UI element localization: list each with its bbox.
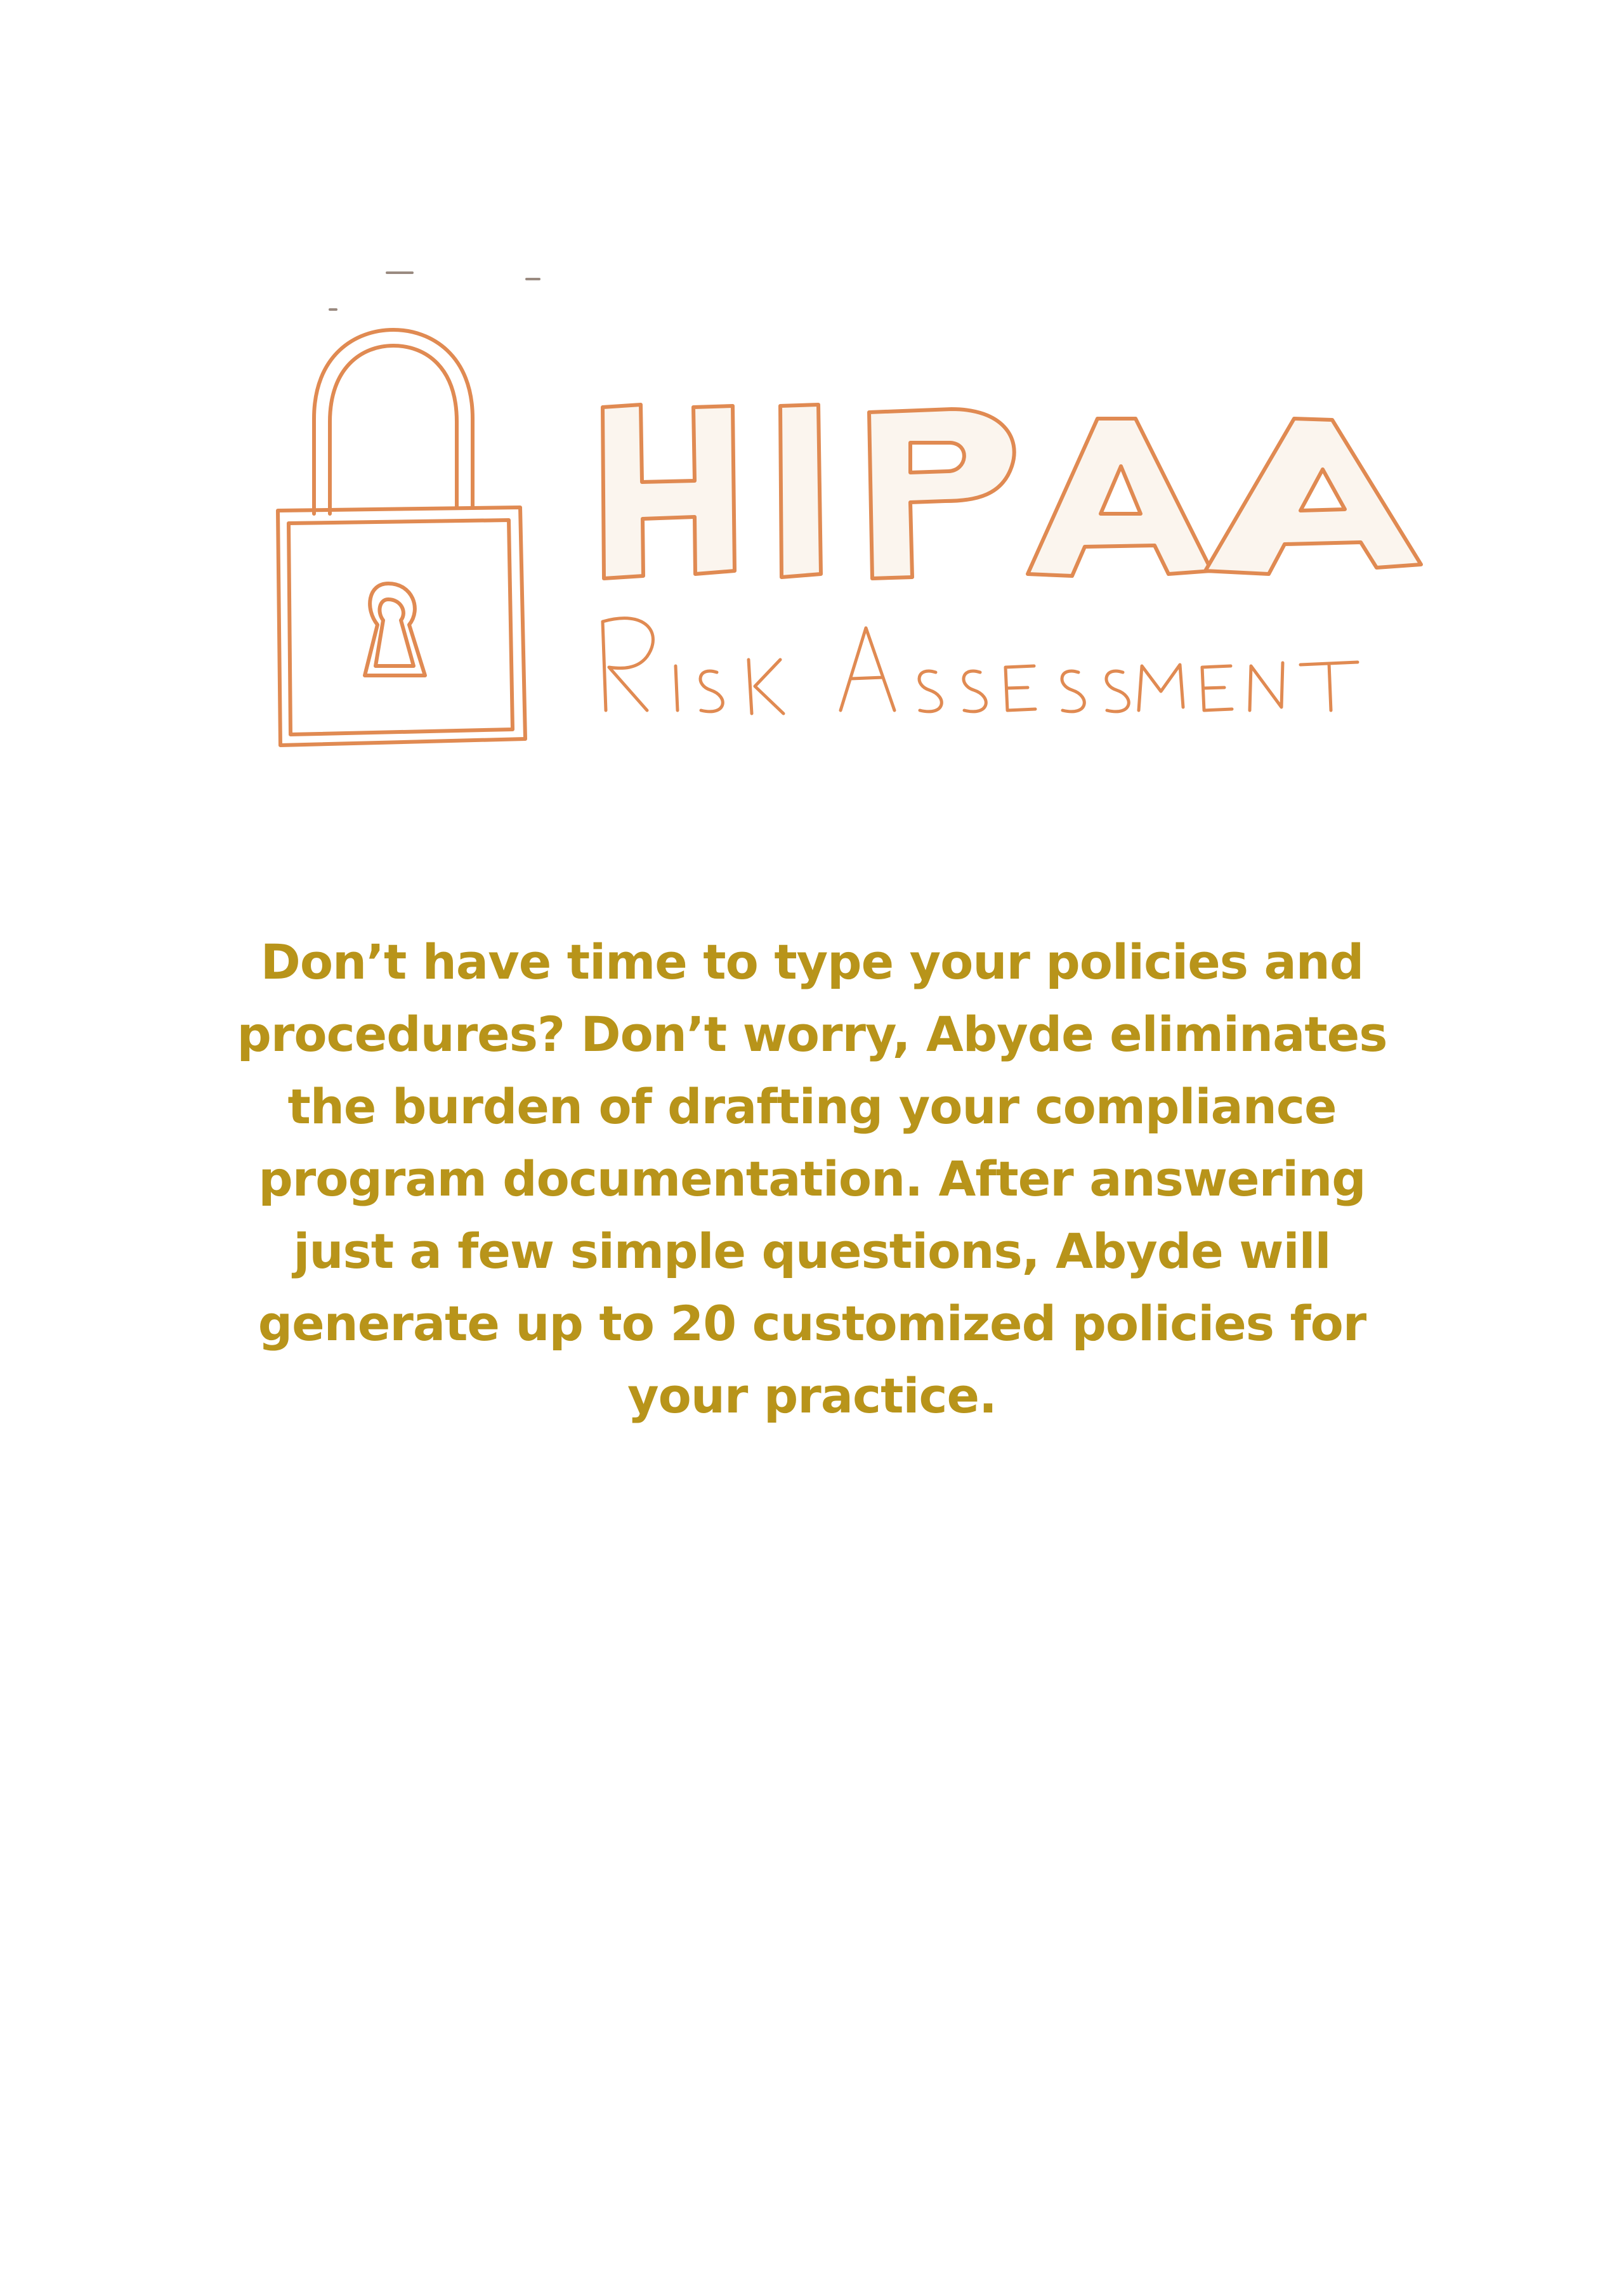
hipaa-lettering <box>603 405 1421 578</box>
paragraph-line: program documentation. After answering <box>258 1151 1366 1207</box>
paragraph-line: Don’t have time to type your policies and <box>260 934 1364 990</box>
padlock-icon <box>278 330 525 745</box>
paragraph-line: the burden of drafting your compliance <box>287 1078 1337 1135</box>
paragraph-line: your practice. <box>627 1367 997 1424</box>
hipaa-risk-assessment-logo <box>241 228 1446 774</box>
risk-assessment-lettering <box>603 618 1358 714</box>
sketch-marks <box>330 273 539 310</box>
logo-drawing <box>241 228 1446 774</box>
paragraph-line: just a few simple questions, Abyde will <box>293 1223 1331 1279</box>
paragraph-line: generate up to 20 customized policies for <box>258 1295 1366 1352</box>
paragraph-line: procedures? Don’t worry, Abyde eliminates <box>237 1006 1387 1062</box>
description-paragraph <box>209 926 1415 1432</box>
